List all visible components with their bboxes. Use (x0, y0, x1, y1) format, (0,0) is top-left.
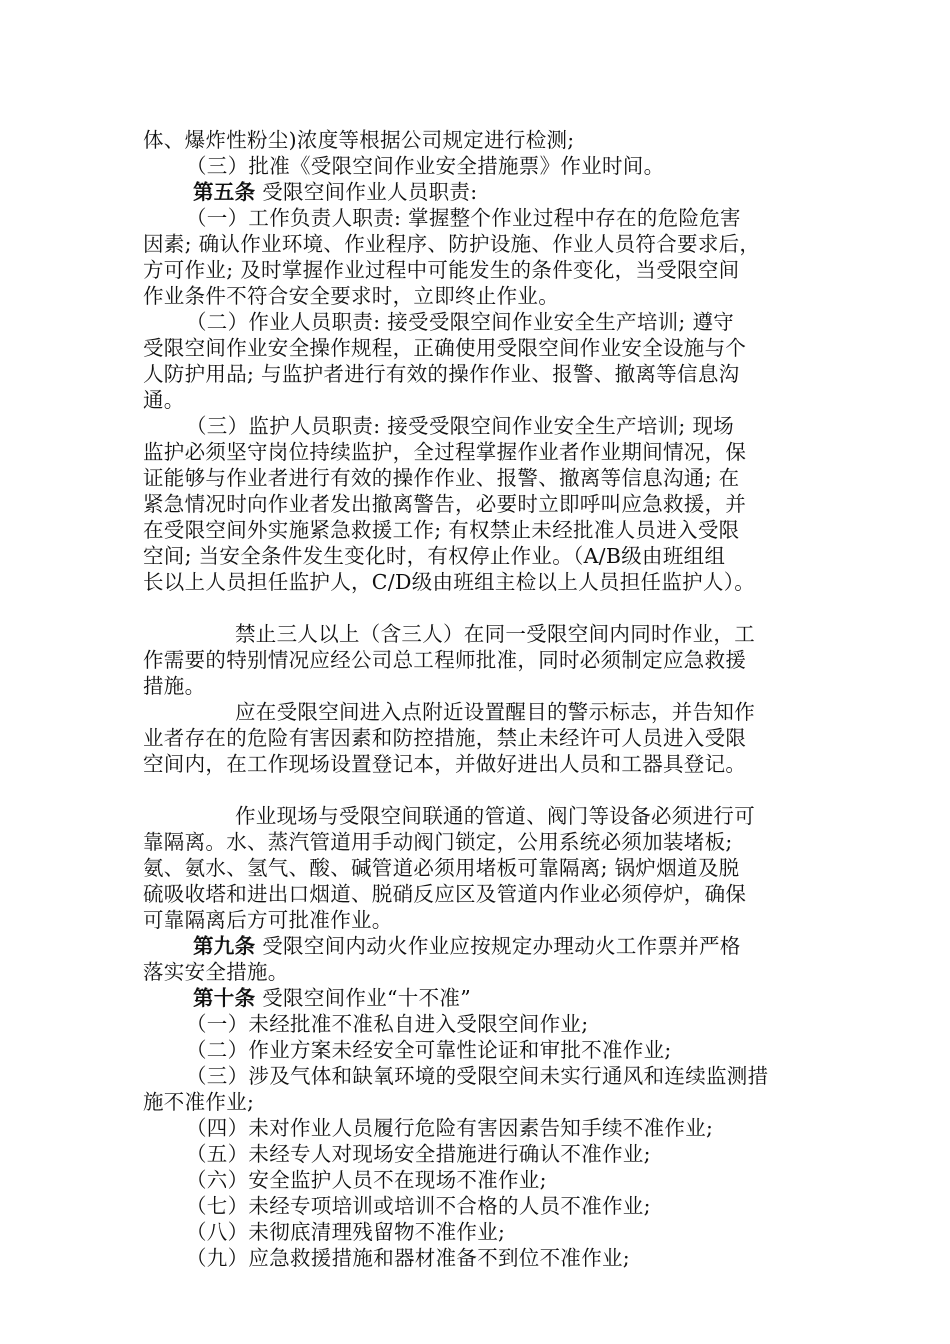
line-text: 硫吸收塔和进出口烟道、脱硝反应区及管道内作业必须停炉，确保 (143, 882, 747, 906)
text-line (186, 1116, 713, 1142)
line-text: （六）安全监护人员不在现场不准作业; (186, 1168, 547, 1192)
text-line (143, 570, 755, 596)
text-line (143, 466, 739, 492)
text-line (235, 622, 755, 648)
text-line (143, 336, 746, 362)
text-line (143, 544, 725, 570)
line-text: 空间内，在工作现场设置登记本，并做好进出人员和工器具登记。 (143, 752, 747, 776)
text-line (186, 1220, 505, 1246)
text-line (186, 154, 664, 180)
line-text: （一）工作负责人职责: 掌握整个作业过程中存在的危险危害 (186, 206, 741, 230)
text-line (143, 128, 575, 154)
text-line (143, 856, 739, 882)
line-text: 受限空间作业人员职责: (255, 180, 478, 204)
text-line (186, 206, 741, 232)
article-heading: 第五条 (193, 180, 256, 204)
line-text: 体、爆炸性粉尘)浓度等根据公司规定进行检测; (143, 128, 575, 152)
text-line (143, 648, 746, 674)
text-line (143, 492, 746, 518)
line-text: （九）应急救援措施和器材准备不到位不准作业; (186, 1246, 631, 1270)
text-line (186, 310, 734, 336)
text-line (143, 752, 746, 778)
line-text: 受限空间作业安全操作规程，正确使用受限空间作业安全设施与个 (143, 336, 747, 360)
line-text: 作需要的特别情况应经公司总工程师批准，同时必须制定应急救援 (143, 648, 747, 672)
line-text: 作业现场与受限空间联通的管道、阀门等设备必须进行可 (235, 804, 755, 828)
line-text: 通。 (143, 388, 185, 412)
text-line (193, 986, 471, 1012)
line-text: （四）未对作业人员履行危险有害因素告知手续不准作业; (186, 1116, 714, 1140)
text-line (143, 674, 205, 700)
line-text: （三）批准《受限空间作业安全措施票》作业时间。 (186, 154, 665, 178)
text-line (193, 934, 741, 960)
text-line (186, 1038, 672, 1064)
text-line (186, 1064, 768, 1090)
text-line (143, 726, 746, 752)
line-text: 空间; 当安全条件发生变化时，有权停止作业。（A/B级由班组组 (143, 544, 726, 568)
text-line (235, 804, 755, 830)
text-line (186, 1168, 547, 1194)
text-line (143, 388, 185, 414)
line-text: 监护必须坚守岗位持续监护，全过程掌握作业者作业期间情况，保 (143, 440, 747, 464)
line-text: （七）未经专项培训或培训不合格的人员不准作业; (186, 1194, 651, 1218)
text-line (143, 232, 760, 258)
text-line (186, 1012, 588, 1038)
text-line (143, 362, 739, 388)
article-heading: 第九条 (193, 934, 256, 958)
line-text: 人防护用品; 与监护者进行有效的操作作业、报警、撤离等信息沟 (143, 362, 740, 386)
text-line (193, 180, 477, 206)
text-line (143, 960, 289, 986)
text-line (143, 258, 739, 284)
line-text: 可靠隔离后方可批准作业。 (143, 908, 393, 932)
text-line (143, 440, 746, 466)
text-line (186, 1194, 651, 1220)
line-text: 业者存在的危险有害因素和防控措施，禁止未经许可人员进入受限 (143, 726, 747, 750)
line-text: 在受限空间外实施紧急救援工作; 有权禁止未经批准人员进入受限 (143, 518, 740, 542)
line-text: （八）未彻底清理残留物不准作业; (186, 1220, 506, 1244)
text-line (235, 700, 755, 726)
line-text: 施不准作业; (143, 1090, 255, 1114)
line-text: 紧急情况时向作业者发出撤离警告，必要时立即呼叫应急救援，并 (143, 492, 747, 516)
line-text: 受限空间内动火作业应按规定办理动火工作票并严格 (255, 934, 741, 958)
line-text: 靠隔离。水、蒸汽管道用手动阀门锁定，公用系统必须加装堵板; (143, 830, 733, 854)
line-text: 受限空间作业“十不准” (255, 986, 471, 1010)
text-line (143, 908, 393, 934)
line-text: 氨、氨水、氢气、酸、碱管道必须用堵板可靠隔离; 锅炉烟道及脱 (143, 856, 740, 880)
line-text: （三）监护人员职责: 接受受限空间作业安全生产培训; 现场 (186, 414, 735, 438)
line-text: （一）未经批准不准私自进入受限空间作业; (186, 1012, 589, 1036)
text-line (186, 1142, 651, 1168)
text-line (186, 1246, 630, 1272)
line-text: 作业条件不符合安全要求时，立即终止作业。 (143, 284, 559, 308)
line-text: （二）作业人员职责: 接受受限空间作业安全生产培训; 遵守 (186, 310, 735, 334)
line-text: 证能够与作业者进行有效的操作作业、报警、撤离等信息沟通; 在 (143, 466, 740, 490)
article-heading: 第十条 (193, 986, 256, 1010)
text-line (143, 882, 746, 908)
text-line (186, 414, 734, 440)
text-line (143, 1090, 254, 1116)
line-text: 落实安全措施。 (143, 960, 289, 984)
text-line (143, 518, 739, 544)
line-text: （三）涉及气体和缺氧环境的受限空间未实行通风和连续监测措 (186, 1064, 769, 1088)
line-text: 长以上人员担任监护人，C/D级由班组主检以上人员担任监护人）。 (143, 570, 756, 594)
line-text: 方可作业; 及时掌握作业过程中可能发生的条件变化，当受限空间 (143, 258, 740, 282)
line-text: 应在受限空间进入点附近设置醒目的警示标志，并告知作 (235, 700, 755, 724)
line-text: 禁止三人以上（含三人）在同一受限空间内同时作业，工 (235, 622, 755, 646)
line-text: 因素; 确认作业环境、作业程序、防护设施、作业人员符合要求后， (143, 232, 761, 256)
line-text: （二）作业方案未经安全可靠性论证和审批不准作业; (186, 1038, 672, 1062)
line-text: （五）未经专人对现场安全措施进行确认不准作业; (186, 1142, 651, 1166)
text-line (143, 830, 733, 856)
text-line (143, 284, 559, 310)
line-text: 措施。 (143, 674, 206, 698)
